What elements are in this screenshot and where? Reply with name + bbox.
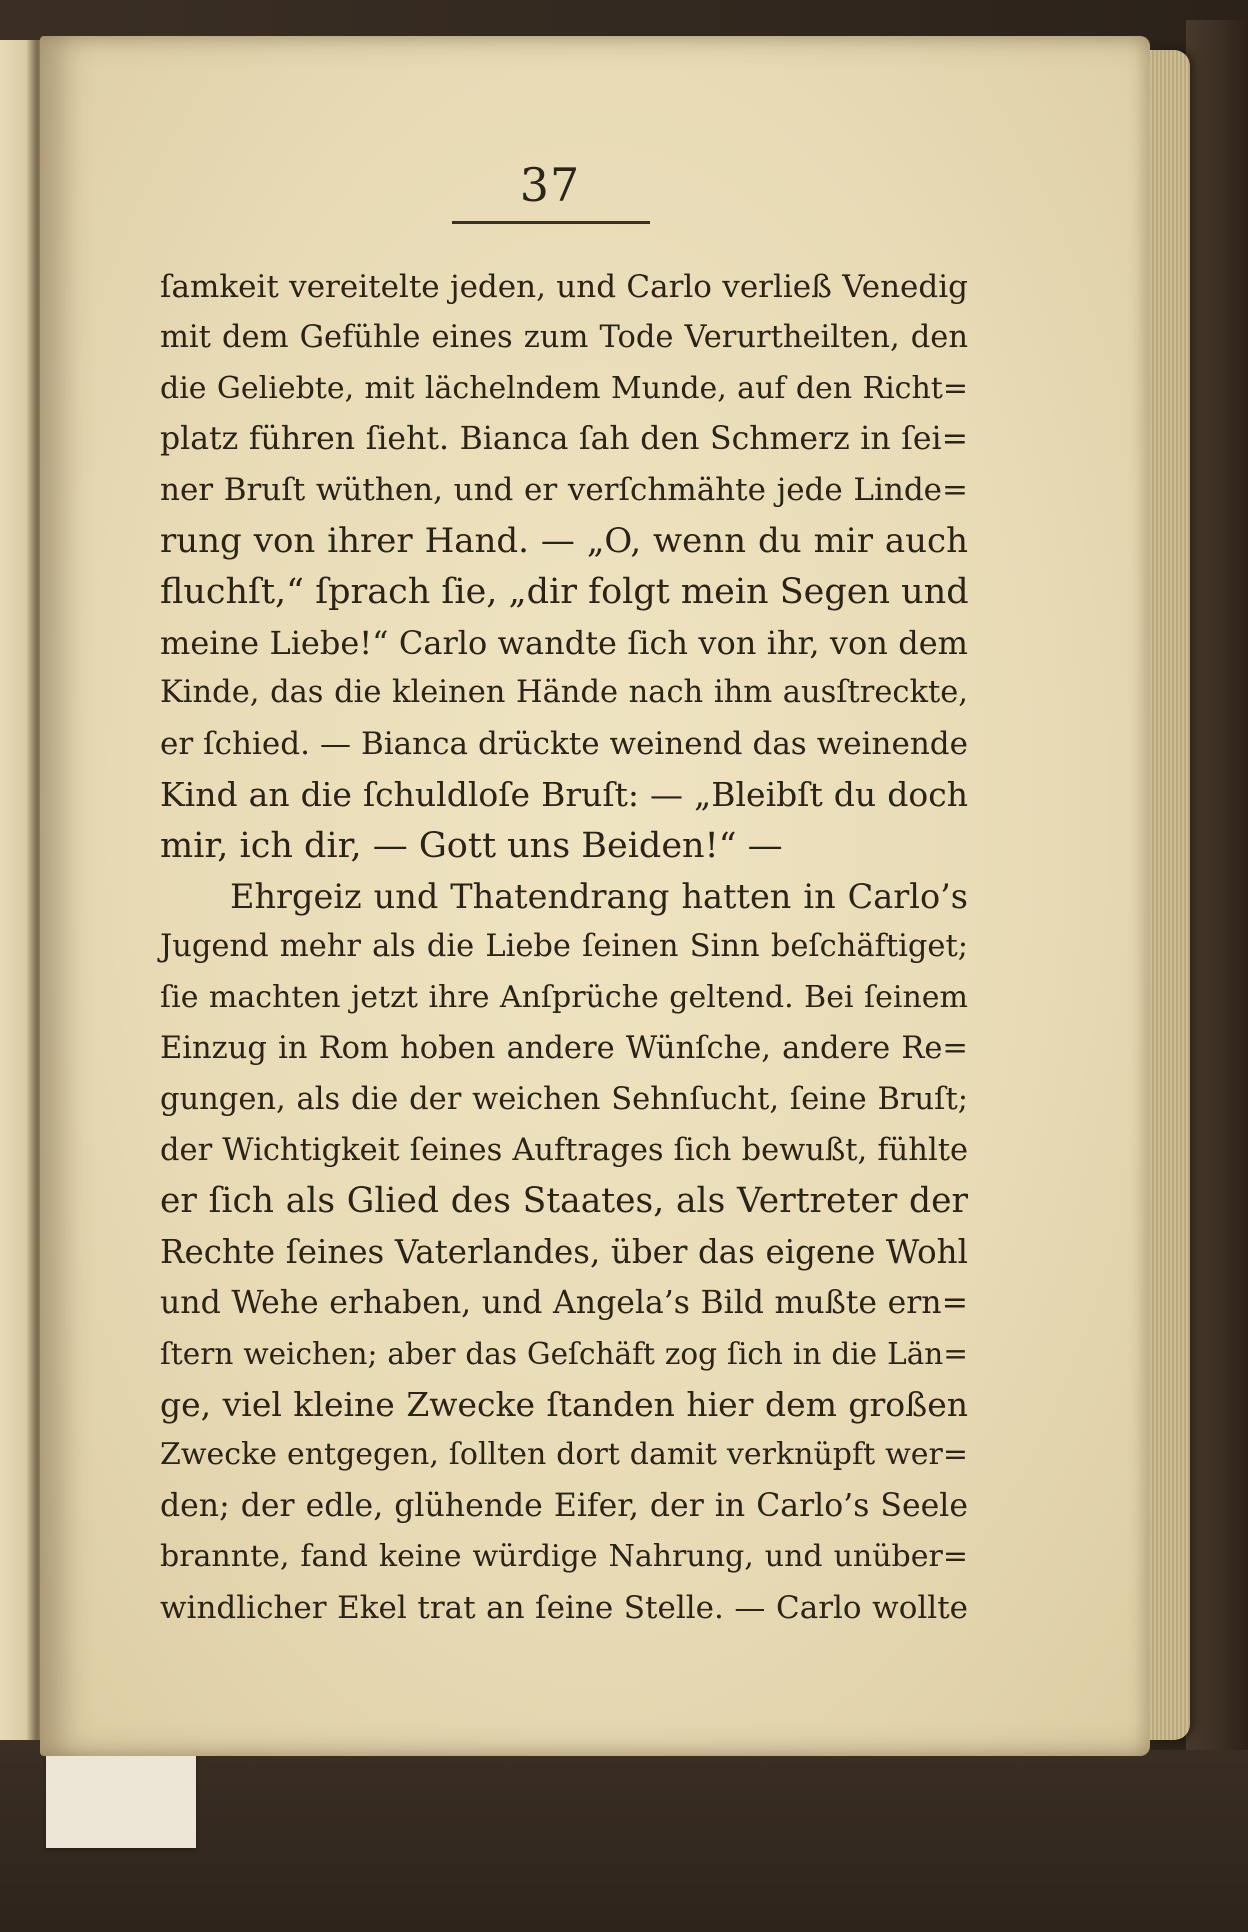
text-line: windlicher Ekel trat an ſeine Stelle. — Carlo wollte [160, 1589, 968, 1626]
book-cover-edge [1186, 20, 1248, 1780]
text-line: fluchſt,“ ſprach ſie, „dir folgt mein Segen und [160, 571, 969, 612]
text-line: Kind an die ſchuldloſe Bruſt: — „Bleibſt du doch [160, 774, 968, 814]
text-line: meine Liebe!“ Carlo wandte ſich von ihr, von dem [160, 623, 968, 662]
text-line: Einzug in Rom hoben andere Wünſche, andere Re= [160, 1030, 968, 1066]
header-rule [452, 221, 650, 224]
text-line: er ſchied. — Bianca drückte weinend das weinende [160, 726, 968, 763]
text-line: und Wehe erhaben, und Angela’s Bild mußte ern= [160, 1284, 968, 1321]
text-line: ſtern weichen; aber das Geſchäft zog ſich in die Län= [160, 1336, 968, 1371]
text-line: mit dem Gefühle eines zum Tode Verurtheilten, den [160, 319, 968, 355]
text-line: ſie machten jetzt ihre Anſprüche geltend. Bei ſeinem [160, 980, 968, 1016]
text-line: die Geliebte, mit lächelndem Munde, auf den Richt= [160, 370, 968, 406]
text-line: der Wichtigkeit ſeines Auftrages ſich bewußt, fühlte [160, 1132, 968, 1168]
text-line: er ſich als Glied des Staates, als Vertreter der [160, 1181, 968, 1222]
text-line: rung von ihrer Hand. — „O, wenn du mir auch [160, 520, 968, 561]
text-line: ge, viel kleine Zwecke ſtanden hier dem großen [160, 1384, 968, 1424]
text-line: ner Bruſt wüthen, und er verſchmähte jede Linde= [160, 472, 968, 509]
text-line: Zwecke entgegen, ſollten dort damit verknüpft wer= [160, 1437, 968, 1473]
page-block-edges [1150, 50, 1190, 1740]
text-line: Rechte ſeines Vaterlandes, über das eigene Wohl [160, 1233, 968, 1272]
text-line: platz führen ſieht. Bianca ſah den Schmerz in ſei= [160, 421, 968, 458]
text-line: ſamkeit vereitelte jeden, und Carlo verließ Venedig [160, 269, 968, 305]
page-number: 37 [519, 158, 581, 212]
text-line: mir, ich dir, — Gott uns Beiden!“ — [160, 825, 783, 866]
text-line: den; der edle, glühende Eifer, der in Carlo’s Seele [160, 1488, 968, 1525]
text-line: gungen, als die der weichen Sehnſucht, ſeine Bruſt; [160, 1081, 968, 1117]
text-line: Ehrgeiz und Thatendrang hatten in Carlo’s [230, 876, 968, 916]
text-line: Kinde, das die kleinen Hände nach ihm ausſtreckte, [160, 675, 968, 711]
text-line: Jugend mehr als die Liebe ſeinen Sinn beſchäftiget; [160, 929, 968, 965]
text-line: brannte, fand keine würdige Nahrung, und unüber= [160, 1538, 968, 1574]
body-text [160, 262, 968, 1634]
